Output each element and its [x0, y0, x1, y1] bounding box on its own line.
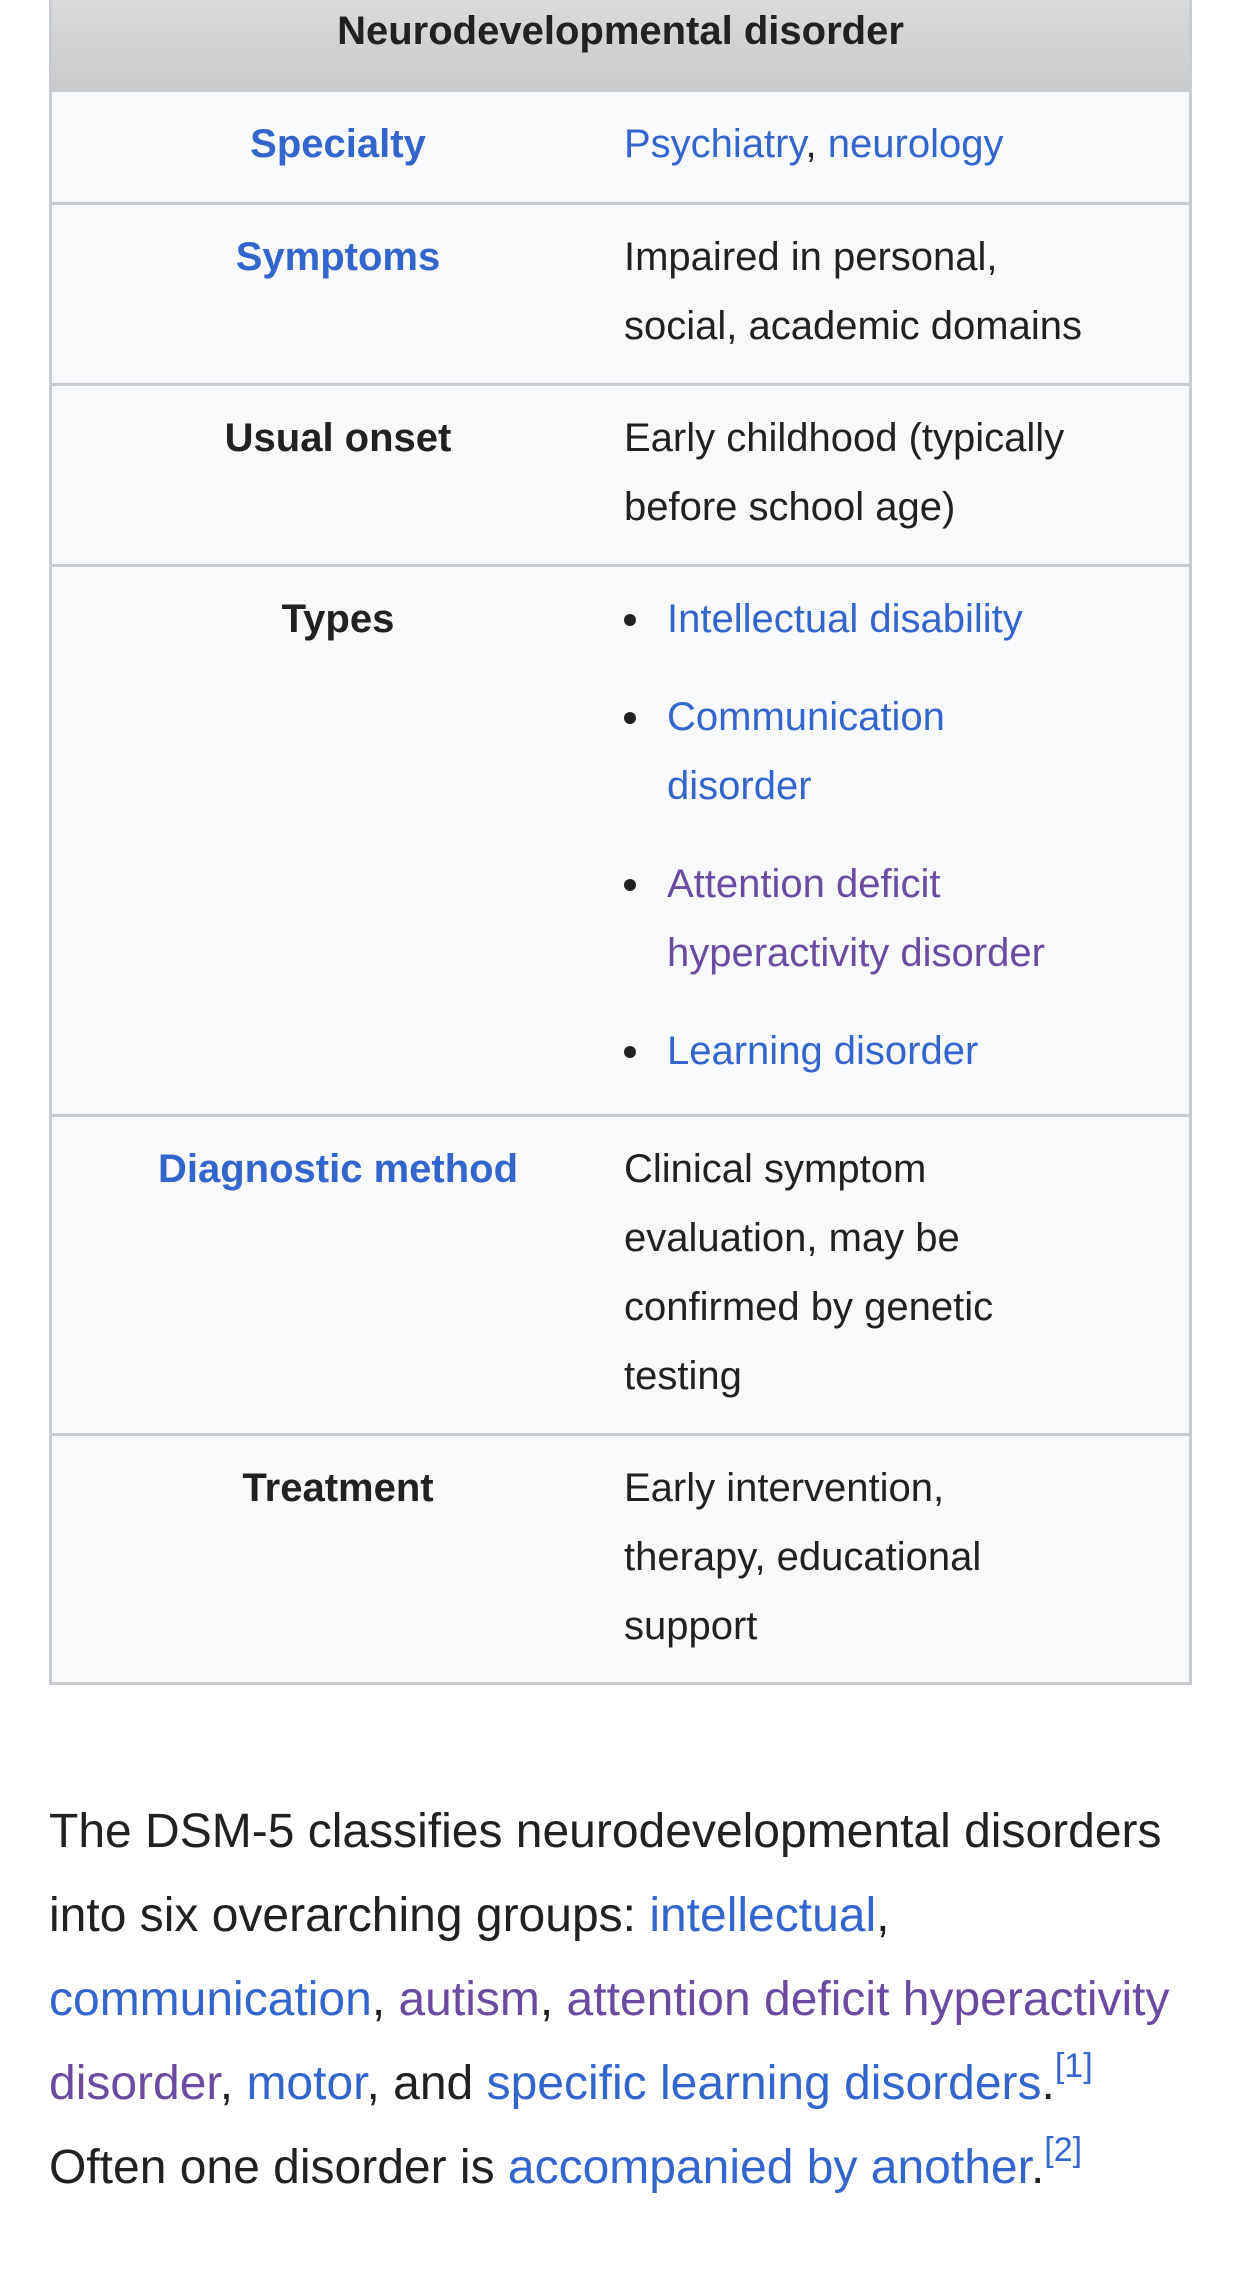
row-diagnostic [52, 1117, 1189, 1436]
learning-disorder-link[interactable]: Learning disorder [667, 1029, 979, 1073]
specific-learning-disorders-link[interactable]: specific learning disorders [486, 2057, 1042, 2110]
reference-2-link[interactable]: [2] [1044, 2131, 1083, 2169]
symptoms-line: social, academic domains [624, 304, 1082, 348]
psychiatry-link[interactable]: Psychiatry [624, 122, 806, 166]
communication-link[interactable]: communication [49, 1973, 372, 2026]
row-types [52, 567, 1189, 1117]
adhd-link[interactable] [667, 862, 1045, 975]
row-specialty [52, 92, 1189, 205]
types-list [624, 585, 1169, 1086]
diagnostic-value [624, 1117, 1189, 1433]
list-item [624, 585, 1169, 654]
paragraph-text: , [371, 1973, 399, 2026]
symptoms-label-link[interactable]: Symptoms [235, 235, 441, 279]
diagnostic-line: evaluation, may be [624, 1216, 960, 1260]
neurology-link[interactable]: neurology [827, 122, 1004, 166]
row-treatment [52, 1436, 1189, 1682]
list-item [624, 683, 1169, 821]
link-line[interactable]: Attention deficit [667, 862, 941, 906]
paragraph-text: The DSM-5 classifies neurodevelopmental disorders into six overarching groups: [49, 1805, 1162, 1942]
bullet-icon [624, 1046, 636, 1058]
link-line[interactable]: Communication [667, 695, 945, 739]
onset-line: Early childhood (typically [624, 416, 1065, 460]
row-symptoms [52, 205, 1189, 386]
onset-line: before school age) [624, 485, 956, 529]
paragraph-text: , [539, 1973, 567, 2026]
specialty-separator: , [805, 122, 828, 166]
treatment-value [624, 1436, 1189, 1682]
bullet-icon [624, 712, 636, 724]
treatment-line: support [624, 1604, 758, 1648]
adhd-paragraph-link[interactable]: attention deficit hyperactivity disorder [49, 1973, 1170, 2110]
treatment-label: Treatment [242, 1466, 434, 1510]
symptoms-line: Impaired in personal, [624, 235, 998, 279]
infobox [49, 0, 1192, 1685]
row-onset [52, 386, 1189, 567]
paragraph-text: , [219, 2057, 247, 2110]
treatment-line: therapy, educational [624, 1535, 982, 1579]
diagnostic-line: Clinical symptom [624, 1147, 927, 1191]
body-paragraph [49, 1790, 1199, 2210]
paragraph-text: , and [366, 2057, 487, 2110]
autism-link[interactable]: autism [398, 1973, 540, 2026]
link-line[interactable]: disorder [667, 764, 812, 808]
types-value [624, 567, 1189, 1114]
onset-label: Usual onset [224, 416, 452, 460]
bullet-icon [624, 879, 636, 891]
bullet-icon [624, 614, 636, 626]
reference-1-link[interactable]: [1] [1054, 2047, 1093, 2085]
types-label: Types [281, 597, 395, 641]
symptoms-value [624, 205, 1189, 383]
communication-disorder-link[interactable] [667, 695, 945, 808]
infobox-title: Neurodevelopmental disorder [52, 0, 1189, 92]
paragraph-text: Often one disorder is [49, 2141, 508, 2194]
diagnostic-line: confirmed by genetic [624, 1285, 994, 1329]
intellectual-link[interactable]: intellectual [649, 1889, 877, 1942]
diagnostic-line: testing [624, 1354, 742, 1398]
accompanied-by-another-link[interactable]: accompanied by another [507, 2141, 1031, 2194]
list-item [624, 1017, 1169, 1086]
intellectual-disability-link[interactable]: Intellectual disability [667, 597, 1023, 641]
specialty-label-link[interactable]: Specialty [250, 122, 426, 166]
treatment-line: Early intervention, [624, 1466, 945, 1510]
list-item [624, 850, 1169, 988]
diagnostic-method-label-link[interactable]: Diagnostic method [157, 1147, 519, 1191]
paragraph-text: , [876, 1889, 890, 1942]
link-line[interactable]: hyperactivity disorder [667, 931, 1045, 975]
onset-value [624, 386, 1189, 564]
paragraph-text: . [1030, 2141, 1045, 2194]
specialty-value [624, 92, 1189, 202]
paragraph-text: . [1041, 2057, 1055, 2110]
motor-link[interactable]: motor [246, 2057, 367, 2110]
